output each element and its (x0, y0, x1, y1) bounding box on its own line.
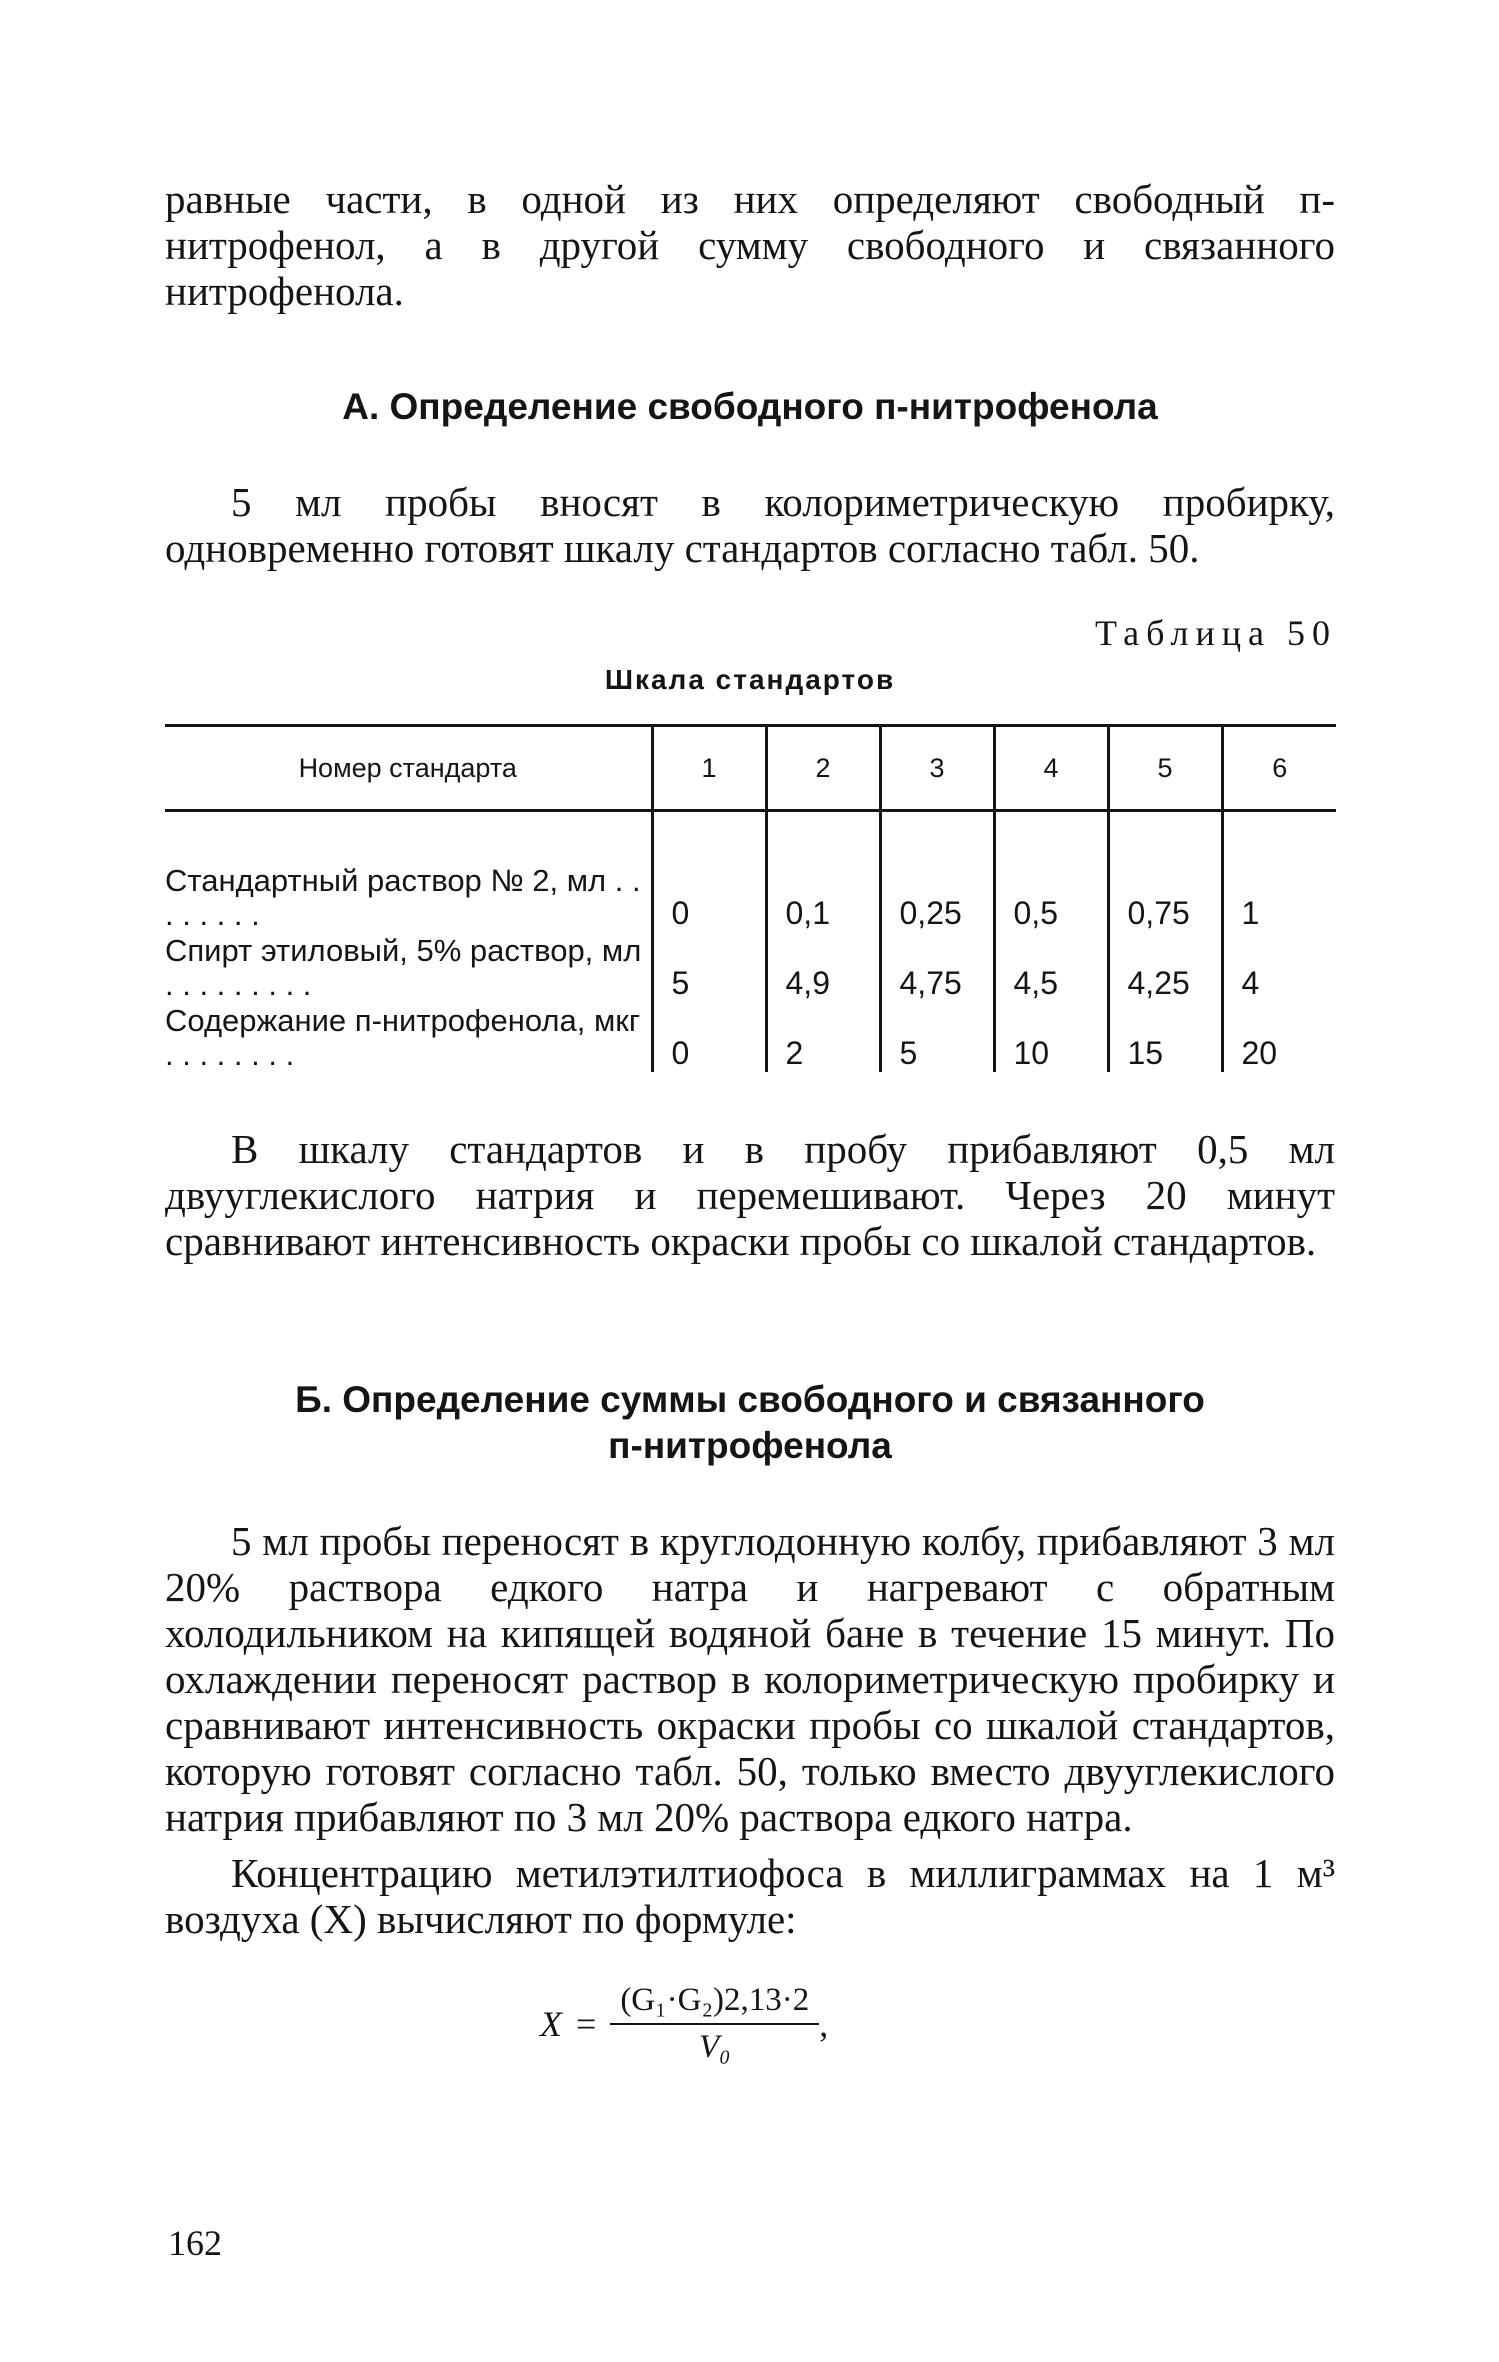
row-label: Спирт этиловый, 5% раствор, мл . . . . . . . . . (165, 933, 642, 1002)
table-cell: 2 (766, 1002, 880, 1072)
formula-equals: = (576, 2004, 597, 2044)
standards-table (165, 724, 1336, 1072)
formula-fraction (610, 1982, 819, 2066)
table-row (165, 932, 1336, 1002)
formula-trailing-comma: , (819, 2004, 829, 2044)
section-b-paragraph-2: Концентрацию метилэтилтиофоса в миллиграммах на 1 м³ воздуха (X) вычисляют по формуле: (165, 1850, 1335, 1942)
section-b-paragraph: 5 мл пробы переносят в круглодонную колбу, прибавляют 3 мл 20% раствора едкого натра и нагревают с обратным холодильником на кипящей водяной бане в течение 15 минут. По охлаждении переносят раствор в колориметрическую пробирку и сравнивают интенсивность окраски пробы со шкалой стандартов, которую готовят согласно табл. 50, только вместо двууглекислого натрия прибавляют по 3 мл 20% раствора едкого натра. (165, 1518, 1335, 1840)
after-table-block (165, 1126, 1335, 1264)
table-header-cell: 1 (652, 726, 766, 811)
table-cell: 0,25 (880, 811, 994, 933)
table-cell: 4 (1222, 932, 1336, 1002)
table-cell: 0 (652, 1002, 766, 1072)
table-header-cell: Номер стандарта (165, 726, 652, 811)
table-cell: 0,1 (766, 811, 880, 933)
formula-lhs: X (540, 2004, 562, 2044)
intro-block (165, 176, 1335, 314)
table-cell: 5 (880, 1002, 994, 1072)
section-b-block (165, 1518, 1335, 1942)
section-b-heading-line2: п-нитрофенола (608, 1425, 892, 1466)
table-cell: 0,75 (1108, 811, 1222, 933)
table-cell: 4,75 (880, 932, 994, 1002)
table-header-cell: 5 (1108, 726, 1222, 811)
page-number: 162 (168, 2223, 222, 2263)
section-b-heading (165, 1377, 1335, 1469)
table-header-cell: 6 (1222, 726, 1336, 811)
table-cell: 10 (994, 1002, 1108, 1072)
table-cell: 20 (1222, 1002, 1336, 1072)
table-cell: 1 (1222, 811, 1336, 933)
table-number-label: Таблица 50 (1095, 613, 1337, 653)
table-row (165, 811, 1336, 933)
section-a-paragraph: 5 мл пробы вносят в колориметрическую пробирку, одновременно готовят шкалу стандартов согласно табл. 50. (165, 479, 1335, 571)
table-cell: 4,9 (766, 932, 880, 1002)
section-a-block (165, 479, 1335, 571)
formula-denominator: V₀ (698, 2029, 731, 2065)
table-cell: 0,5 (994, 811, 1108, 933)
table-cell: 4,5 (994, 932, 1108, 1002)
row-label: Стандартный раствор № 2, мл . . . . . . . . (165, 863, 641, 932)
table-cell: 15 (1108, 1002, 1222, 1072)
table-cell: 0 (652, 811, 766, 933)
section-a-heading: А. Определение свободного п-нитрофенола (342, 386, 1158, 427)
row-label: Содержание п-нитрофенола, мкг . . . . . . . . (165, 1003, 641, 1072)
table-header-cell: 4 (994, 726, 1108, 811)
table-row (165, 1002, 1336, 1072)
table-cell: 4,25 (1108, 932, 1222, 1002)
section-b-heading-line1: Б. Определение суммы свободного и связанного (295, 1379, 1205, 1420)
after-table-paragraph: В шкалу стандартов и в пробу прибавляют 0,5 мл двууглекислого натрия и перемешивают. Через 20 минут сравнивают интенсивность окраски пробы со шкалой стандартов. (165, 1126, 1335, 1264)
table-header-cell: 2 (766, 726, 880, 811)
table-cell: 5 (652, 932, 766, 1002)
table-caption: Шкала стандартов (604, 664, 896, 695)
table-header-row (165, 726, 1336, 811)
formula (540, 1982, 828, 2066)
table-header-cell: 3 (880, 726, 994, 811)
intro-paragraph: равные части, в одной из них определяют свободный п-нитрофенол, а в другой сумму свободного и связанного нитрофенола. (165, 176, 1335, 314)
formula-numerator: (G₁·G₂)2,13·2 (610, 1982, 819, 2025)
